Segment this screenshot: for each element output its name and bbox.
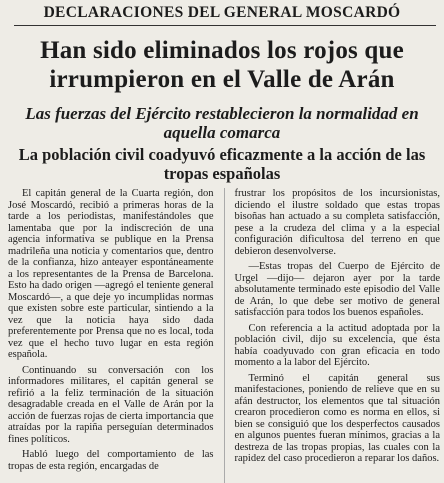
column-right <box>235 188 441 483</box>
headline: Han sido eliminados los rojos que irrumpieron en el Valle de Arán <box>40 37 404 93</box>
paragraph: Continuando su conversación con los informadores militares, el capitán general se refirió a la feliz terminación de la situación desagradable creada en el Valle de Arán por la acción de fuerzas rojas de cierta importancia que atraídas por la rapiña perseguían determinados fines políticos. <box>8 364 214 445</box>
column-left <box>8 188 214 483</box>
kicker-rule <box>14 25 436 26</box>
paragraph: Con referencia a la actitud adoptada por la población civil, dijo su excelencia, que ésta había coadyuvado con gran eficacia en todo momento a la labor del Ejército. <box>234 322 441 368</box>
article-body <box>8 188 440 483</box>
subheadline-1: Las fuerzas del Ejército restablecieron la normalidad en aquella comarca <box>25 104 419 142</box>
kicker: DECLARACIONES DEL GENERAL MOSCARDÓ <box>43 4 401 21</box>
paragraph: Terminó el capitán general sus manifestaciones, poniendo de relieve que en su afán destructor, los elementos que tal situación crearon procedieron como es norma en ellos, si bien se consiguió que los desperfectos causados en algunos puentes fueran mínimos, gracias a la destreza de las tropas propias, las cuales con la rapidez del caso procedieron a reparar los daños. <box>234 372 441 464</box>
paragraph: —Estas tropas del Cuerpo de Ejército de Urgel —dijo— dejaron ayer por la tarde absolutamente terminado este episodio del Valle de Arán, lo que debe ser motivo de general satisfacción para todos los buenos españoles. <box>234 261 441 318</box>
paragraph: frustrar los propósitos de los incursionistas, diciendo el ilustre soldado que estas tropas bisoñas han actuado a su completa satisfacción, pese a la crudeza del clima y a la especial configuración dificultosa del terreno en que debieron desenvolverse. <box>234 188 441 257</box>
subheadline-2: La población civil coadyuvó eficazmente a la acción de las tropas españolas <box>18 145 426 183</box>
paragraph: Habló luego del comportamiento de las tropas de esta región, encargadas de <box>8 449 214 472</box>
column-divider <box>224 188 225 483</box>
paragraph: El capitán general de la Cuarta región, don José Moscardó, recibió a primeras horas de la tarde a los periodistas, manifestándoles que lamentaba que por la indiscreción de una agencia informativa se publique en la Prensa madrileña una noticia y comentarios que, dentro de la confianza, hizo anteayer espontáneamente a los representantes de la Prensa de Barcelona. Esto ha dado origen —agregó el teniente general Moscardó—, a que deje yo incumplidas normas que existen sobre este particular, sintiendo a la vez que la noticia haya sido dada preferentemente por Prensa que no es local, toda vez que el hecho tuvo lugar en esta región española. <box>8 188 214 360</box>
